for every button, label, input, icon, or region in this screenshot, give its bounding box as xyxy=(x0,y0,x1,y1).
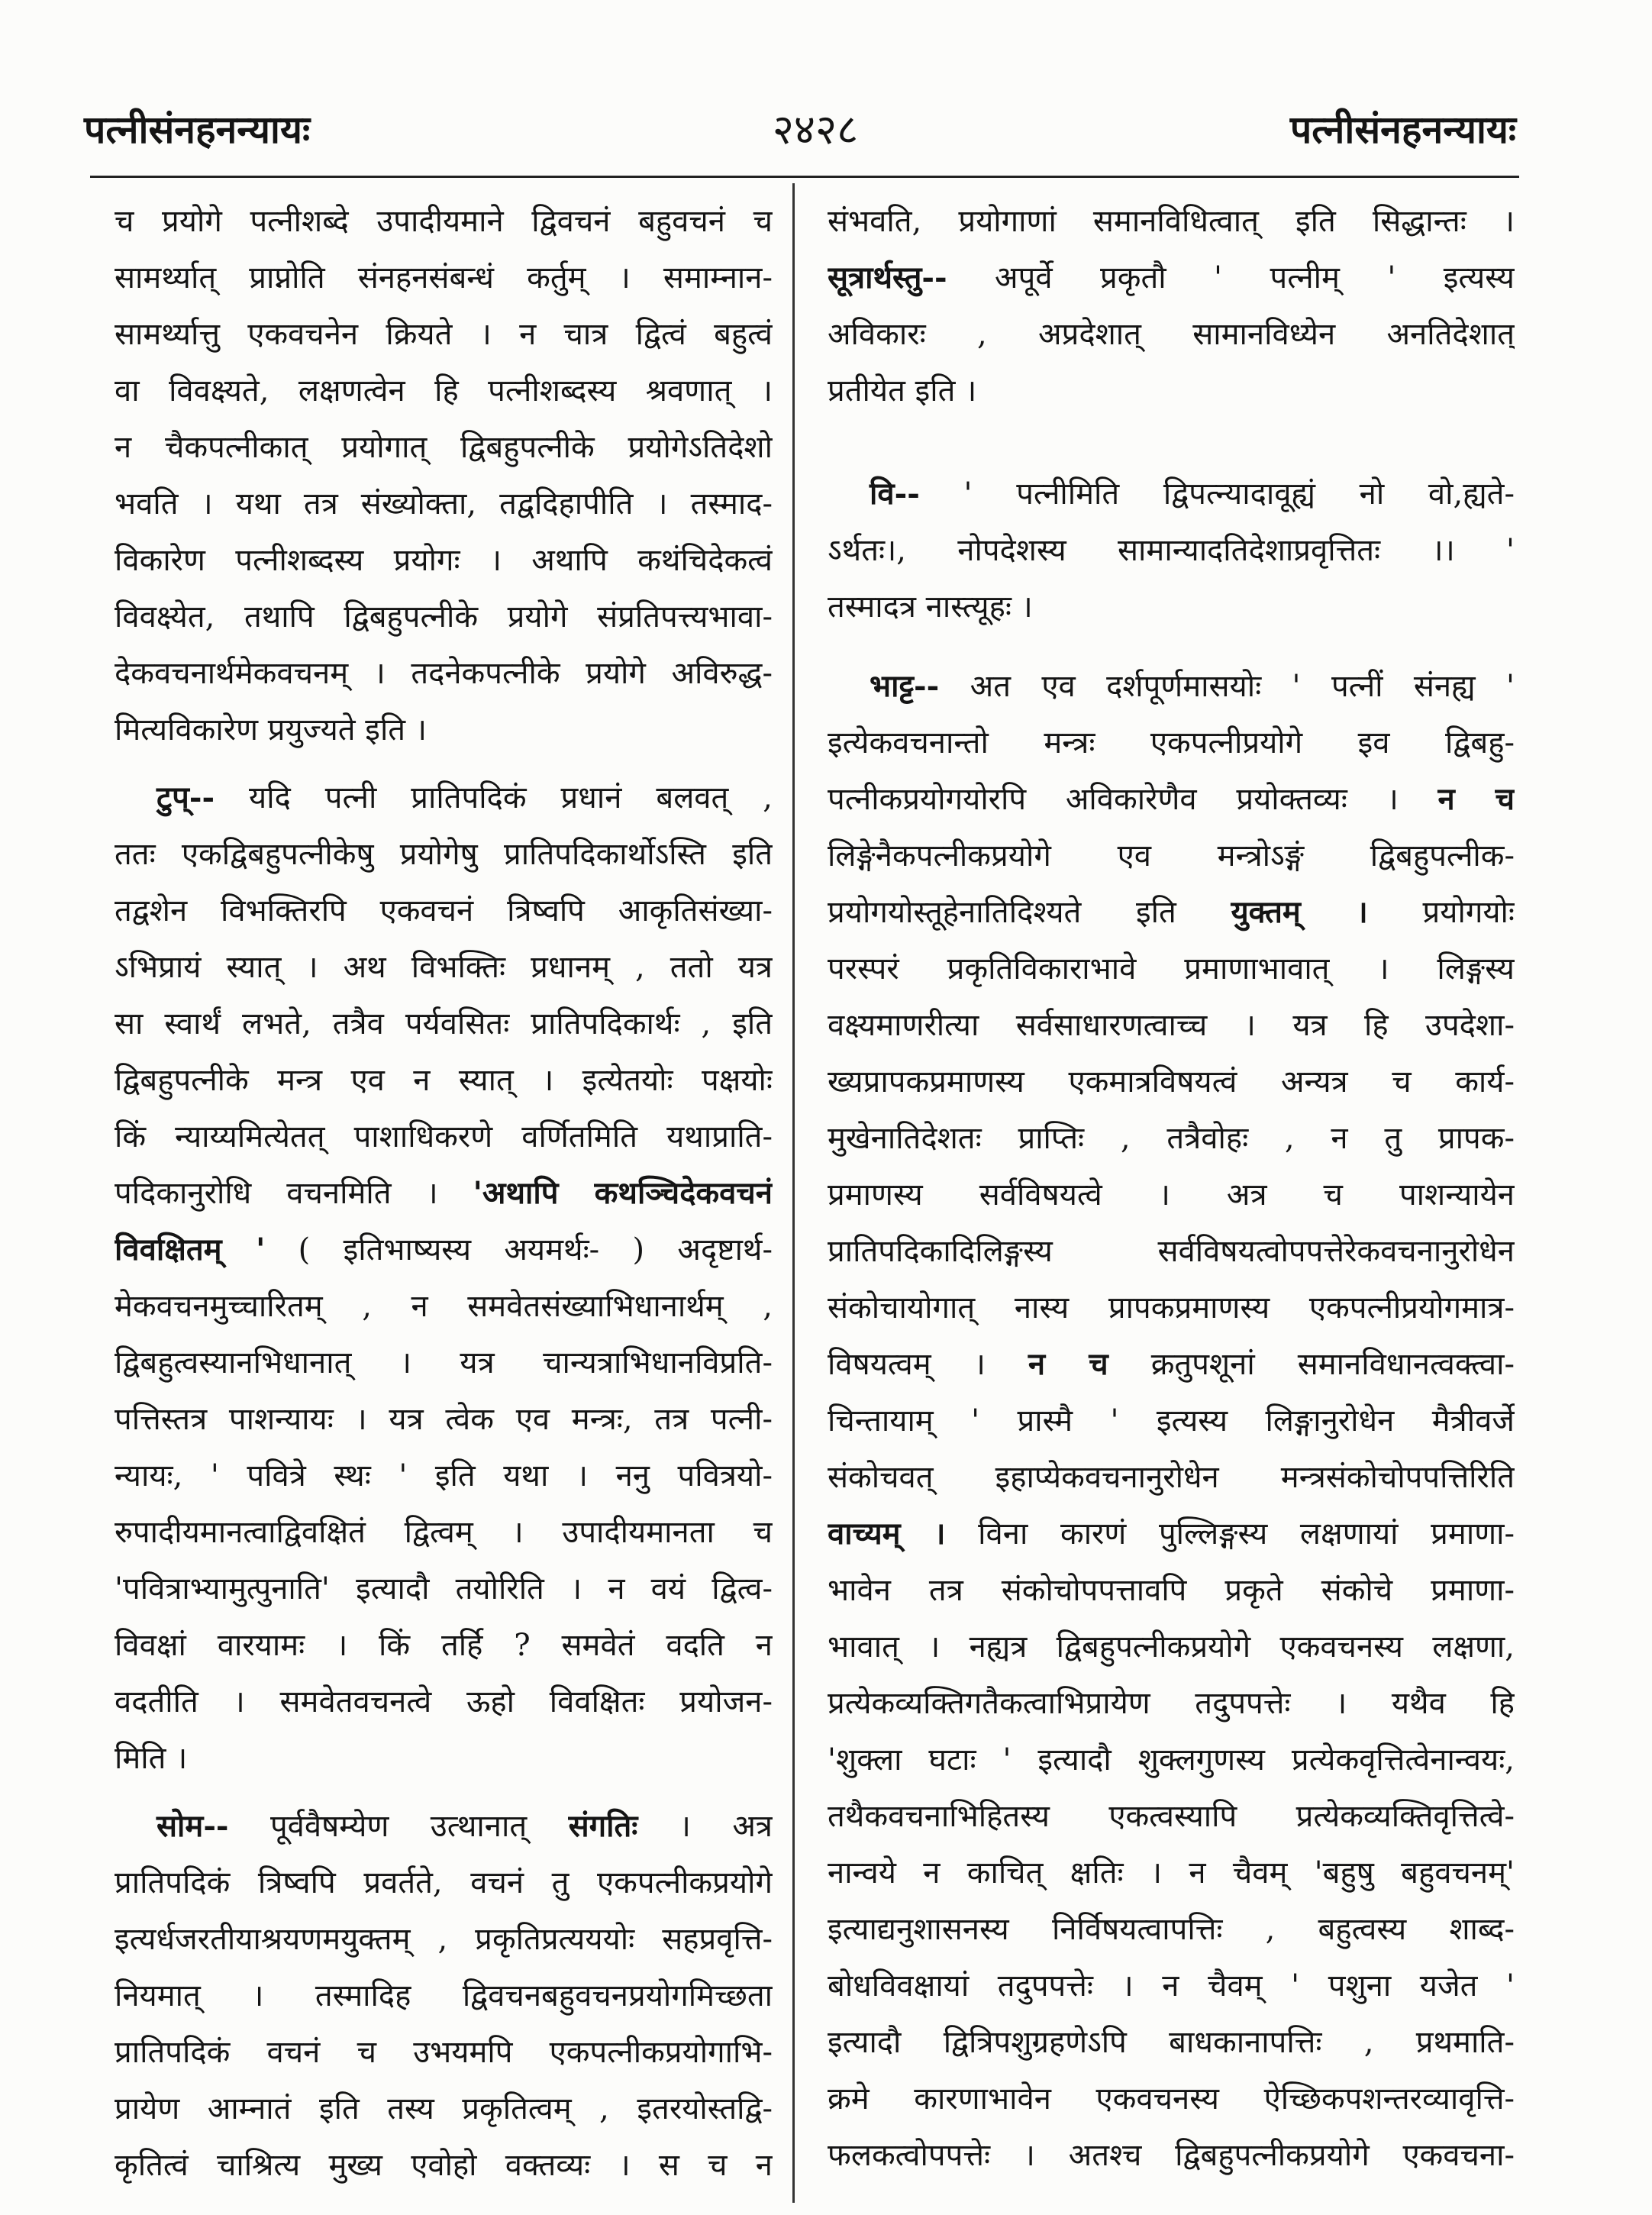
text-line xyxy=(828,1336,1515,1393)
text-segment: पत्नीकप्रयोगयोरपि अविकारेणैव प्रयोक्तव्यः । xyxy=(828,782,1438,817)
text-line: वा विवक्ष्यते, लक्षणत्वेन हि पत्नीशब्दस्य श्रवणात् । xyxy=(115,373,773,408)
text-line: रुपादीयमानत्वाद्विवक्षितं द्वित्वम् । उपादीयमानता च xyxy=(115,1515,773,1550)
text-line: इत्यादौ द्वित्रिपशुग्रहणेऽपि बाधकानापत्तिः , प्रथमाति- xyxy=(828,2025,1515,2060)
text-line xyxy=(828,884,1515,941)
text-line: पत्तिस्तत्र पाशन्यायः । यत्र त्वेक एव मन्त्रः, तत्र पत्नी- xyxy=(115,1402,773,1437)
text-segment: प्रयोगयोस्तूहेनातिदिश्यते इति xyxy=(828,895,1231,930)
bold-text: सूत्रार्थस्तु-- xyxy=(828,260,947,295)
text-line: विवक्ष्येत, तथापि द्विबहुपत्नीके प्रयोगे संप्रतिपत्त्यभावा- xyxy=(115,599,773,634)
text-line: न चैकपत्नीकात् प्रयोगात् द्विबहुपत्नीके प्रयोगेऽतिदेशो xyxy=(115,430,773,465)
paragraph-vi xyxy=(828,466,1515,635)
bold-text: सोम-- xyxy=(156,1808,229,1844)
text-line: प्रत्येकव्यक्तिगतैकत्वाभिप्रायेण तदुपपत्तेः । यथैव हि xyxy=(828,1686,1515,1721)
bold-text: वि-- xyxy=(870,476,920,512)
text-line: संकोचवत् इहाप्येकवचनानुरोधेन मन्त्रसंकोचोपपत्तिरिति xyxy=(828,1460,1515,1495)
text-segment: यदि पत्नी प्रातिपदिकं प्रधानं बलवत् , xyxy=(215,780,773,815)
text-segment: प्रयोगयोः xyxy=(1367,895,1515,930)
text-segment: अपूर्वे प्रकृतौ ' पत्नीम् ' इत्यस्य xyxy=(947,260,1515,295)
text-line: प्रतीयेत इति । xyxy=(828,373,977,408)
text-line: संभवति, प्रयोगाणां समानविधित्वात् इति सिद्धान्तः । xyxy=(828,204,1515,239)
text-line: लिङ्गेनैकपत्नीकप्रयोगे एव मन्त्रोऽङ्गं द्विबहुपत्नीक- xyxy=(828,838,1515,873)
text-segment: अत एव दर्शपूर्णमासयोः ' पत्नीं संनह्य ' xyxy=(939,669,1515,704)
text-line: सा स्वार्थं लभते, तत्रैव पर्यवसितः प्रातिपदिकार्थः , इति xyxy=(115,1006,773,1041)
text-line: प्रमाणस्य सर्वविषयत्वे । अत्र च पाशन्यायेन xyxy=(828,1177,1515,1212)
text-line: प्रातिपदिकं त्रिष्वपि प्रवर्तते, वचनं तु एकपत्नीकप्रयोगे xyxy=(115,1865,773,1900)
text-line: नियमात् । तस्मादिह द्विवचनबहुवचनप्रयोगमिच्छता xyxy=(115,1978,773,2013)
text-line xyxy=(828,658,1515,715)
text-line: ऽभिप्रायं स्यात् । अथ विभक्तिः प्रधानम् , ततो यत्र xyxy=(115,950,773,985)
text-line: भवति । यथा तत्र संख्योक्ता, तद्वदिहापीति । तस्माद- xyxy=(115,486,773,521)
text-segment: क्रतुपशूनां समानविधानत्वक्त्वा- xyxy=(1108,1347,1515,1382)
text-line: द्विबहुत्वस्यानभिधानात् । यत्र चान्यत्राभिधानविप्रति- xyxy=(115,1345,773,1380)
text-line: मुखेनातिदेशतः प्राप्तिः , तत्रैवोहः , न तु प्रापक- xyxy=(828,1121,1515,1156)
text-line: तस्मादत्र नास्त्यूहः । xyxy=(828,589,1033,625)
text-line xyxy=(115,1798,773,1855)
text-line: मित्यविकारेण प्रयुज्यते इति । xyxy=(115,712,427,747)
bold-text: वाच्यम् । xyxy=(828,1516,946,1551)
text-line: फलकत्वोपपत्तेः । अतश्च द्विबहुपत्नीकप्रयोगे एकवचना- xyxy=(828,2138,1515,2173)
left-column xyxy=(115,193,773,2194)
text-line: सामर्थ्यात्तु एकवचनेन क्रियते । न चात्र द्वित्वं बहुत्वं xyxy=(115,317,773,352)
text-line: न्यायः, ' पवित्रे स्थः ' इति यथा । ननु पवित्रयो- xyxy=(115,1458,773,1493)
text-segment: विना कारणं पुल्लिङ्गस्य लक्षणायां प्रमाणा- xyxy=(945,1516,1515,1551)
column-divider xyxy=(792,183,795,2203)
text-line: ततः एकद्विबहुपत्नीकेषु प्रयोगेषु प्रातिपदिकार्थोऽस्ति इति xyxy=(115,837,773,872)
bold-text: संगतिः xyxy=(568,1808,638,1844)
text-line: द्विबहुपत्नीके मन्त्र एव न स्यात् । इत्येतयोः पक्षयोः xyxy=(115,1063,773,1098)
text-segment: पूर्ववैषम्येण उत्थानात् xyxy=(228,1809,569,1844)
text-line xyxy=(115,1165,773,1222)
text-line: सामर्थ्यात् प्राप्नोति संनहनसंबन्धं कर्तुम् । समाम्नान- xyxy=(115,260,773,295)
paragraph-sutrartha xyxy=(828,193,1515,419)
bold-text: भाट्ट-- xyxy=(870,668,940,704)
text-line xyxy=(828,250,1515,306)
text-line: प्रायेण आम्नातं इति तस्य प्रकृतित्वम् , इतरयोस्तद्वि- xyxy=(115,2091,773,2126)
text-line: बोधविवक्षायां तदुपपत्तेः । न चैवम् ' पशुना यजेत ' xyxy=(828,1968,1515,2004)
text-line xyxy=(115,770,773,826)
bold-text: 'अथापि कथञ्चिदेकवचनं xyxy=(473,1175,773,1211)
text-line: प्रातिपदिकं वचनं च उभयमपि एकपत्नीकप्रयोगाभि- xyxy=(115,2035,773,2070)
text-line xyxy=(828,771,1515,828)
bold-text: टुप्-- xyxy=(156,780,215,815)
text-line: अविकारः , अप्रदेशात् सामानविध्येन अनतिदेशात् xyxy=(828,317,1515,352)
text-line: विवक्षां वारयामः । किं तर्हि ? समवेतं वदति न xyxy=(115,1628,773,1663)
text-line: कृतित्वं चाश्रित्य मुख्य एवोहो वक्तव्यः । स च न xyxy=(115,2148,773,2183)
text-segment: ' पत्नीमिति द्विपत्न्यादावूह्यं नो वो,ह्यते- xyxy=(919,476,1515,512)
text-line: इत्याद्यनुशासनस्य निर्विषयत्वापत्तिः , बहुत्वस्य शाब्द- xyxy=(828,1912,1515,1947)
running-head-left: पत्नीसंनहनन्यायः xyxy=(84,107,311,152)
right-column xyxy=(828,193,1515,2184)
running-head-right: पत्नीसंनहनन्यायः xyxy=(1289,107,1516,152)
text-line: मिति । xyxy=(115,1741,188,1776)
text-line: वदतीति । समवेतवचनत्वे ऊहो विवक्षितः प्रयोजन- xyxy=(115,1684,773,1719)
text-line: तथैकवचनाभिहितस्य एकत्वस्यापि प्रत्येकव्यक्तिवृत्तित्वे- xyxy=(828,1799,1515,1834)
text-line xyxy=(828,1506,1515,1562)
text-line: नान्वये न काचित् क्षतिः । न चैवम् 'बहुषु बहुवचनम्' xyxy=(828,1855,1515,1890)
text-line: संकोचायोगात् नास्य प्रापकप्रमाणस्य एकपत्नीप्रयोगमात्र- xyxy=(828,1290,1515,1325)
text-line: मेकवचनमुच्चारितम् , न समवेतसंख्याभिधानार्थम् , xyxy=(115,1289,773,1324)
bold-text: न च xyxy=(1437,781,1515,817)
paragraph-soma xyxy=(115,1798,773,2194)
text-line: भावेन तत्र संकोचोपपत्तावपि प्रकृते संकोचे प्रमाणा- xyxy=(828,1573,1515,1608)
text-line: प्रातिपदिकादिलिङ्गस्य सर्वविषयत्वोपपत्तेरेकवचनानुरोधेन xyxy=(828,1234,1515,1269)
text-line: क्रमे कारणाभावेन एकवचनस्य ऐच्छिकपशन्तरव्यावृत्ति- xyxy=(828,2081,1515,2117)
paragraph-tup xyxy=(115,770,773,1787)
page-number: २४२८ xyxy=(772,105,859,153)
text-line: ऽर्थतः।, नोपदेशस्य सामान्यादतिदेशाप्रवृत्तितः ।। ' xyxy=(828,533,1515,568)
text-line: विकारेण पत्नीशब्दस्य प्रयोगः । अथापि कथंचिदेकत्वं xyxy=(115,543,773,578)
text-line: ख्यप्रापकप्रमाणस्य एकमात्रविषयत्वं अन्यत्र च कार्य- xyxy=(828,1064,1515,1099)
text-segment: । अत्र xyxy=(637,1809,773,1844)
bold-text: विवक्षितम् ' xyxy=(115,1232,266,1267)
text-segment: ( इतिभाष्यस्य अयमर्थः- ) अदृष्टार्थ- xyxy=(265,1232,773,1267)
text-line: 'पवित्राभ्यामुत्पुनाति' इत्यादौ तयोरिति । न वयं द्वित्व- xyxy=(115,1571,773,1606)
text-line: च प्रयोगे पत्नीशब्दे उपादीयमाने द्विवचनं बहुवचनं च xyxy=(115,204,773,239)
paragraph xyxy=(115,193,773,758)
text-line: चिन्तायाम् ' प्रास्मै ' इत्यस्य लिङ्गानुरोधेन मैत्रीवर्जे xyxy=(828,1403,1515,1438)
text-line: तद्वशेन विभक्तिरपि एकवचनं त्रिष्वपि आकृतिसंख्या- xyxy=(115,893,773,928)
paragraph-bhatta xyxy=(828,658,1515,2184)
text-line: देकवचनार्थमेकवचनम् । तदनेकपत्नीके प्रयोगे अविरुद्ध- xyxy=(115,656,773,691)
text-line xyxy=(115,1222,773,1278)
text-line: 'शुक्ला घटाः ' इत्यादौ शुक्लगुणस्य प्रत्येकवृत्तित्वेनान्वयः, xyxy=(828,1742,1515,1777)
text-segment: विषयत्वम् । xyxy=(828,1347,1028,1382)
text-line: इत्यर्धजरतीयाश्रयणमयुक्तम् , प्रकृतिप्रत्यययोः सहप्रवृत्ति- xyxy=(115,1922,773,1957)
text-segment: पदिकानुरोधि वचनमिति । xyxy=(115,1176,473,1211)
text-line: परस्परं प्रकृतिविकाराभावे प्रमाणाभावात् । लिङ्गस्य xyxy=(828,951,1515,986)
text-line: वक्ष्यमाणरीत्या सर्वसाधारणत्वाच्च । यत्र हि उपदेशा- xyxy=(828,1008,1515,1043)
header-rule xyxy=(90,176,1519,178)
text-line xyxy=(828,466,1515,522)
text-line: किं न्याय्यमित्येतत् पाशाधिकरणे वर्णितमिति यथाप्राति- xyxy=(115,1119,773,1154)
text-line: भावात् । नह्यत्र द्विबहुपत्नीकप्रयोगे एकवचनस्य लक्षणा, xyxy=(828,1629,1515,1664)
bold-text: न च xyxy=(1028,1346,1108,1382)
text-line: इत्येकवचनान्तो मन्त्रः एकपत्नीप्रयोगे इव द्विबहु- xyxy=(828,725,1515,760)
bold-text: युक्तम् । xyxy=(1231,894,1368,930)
